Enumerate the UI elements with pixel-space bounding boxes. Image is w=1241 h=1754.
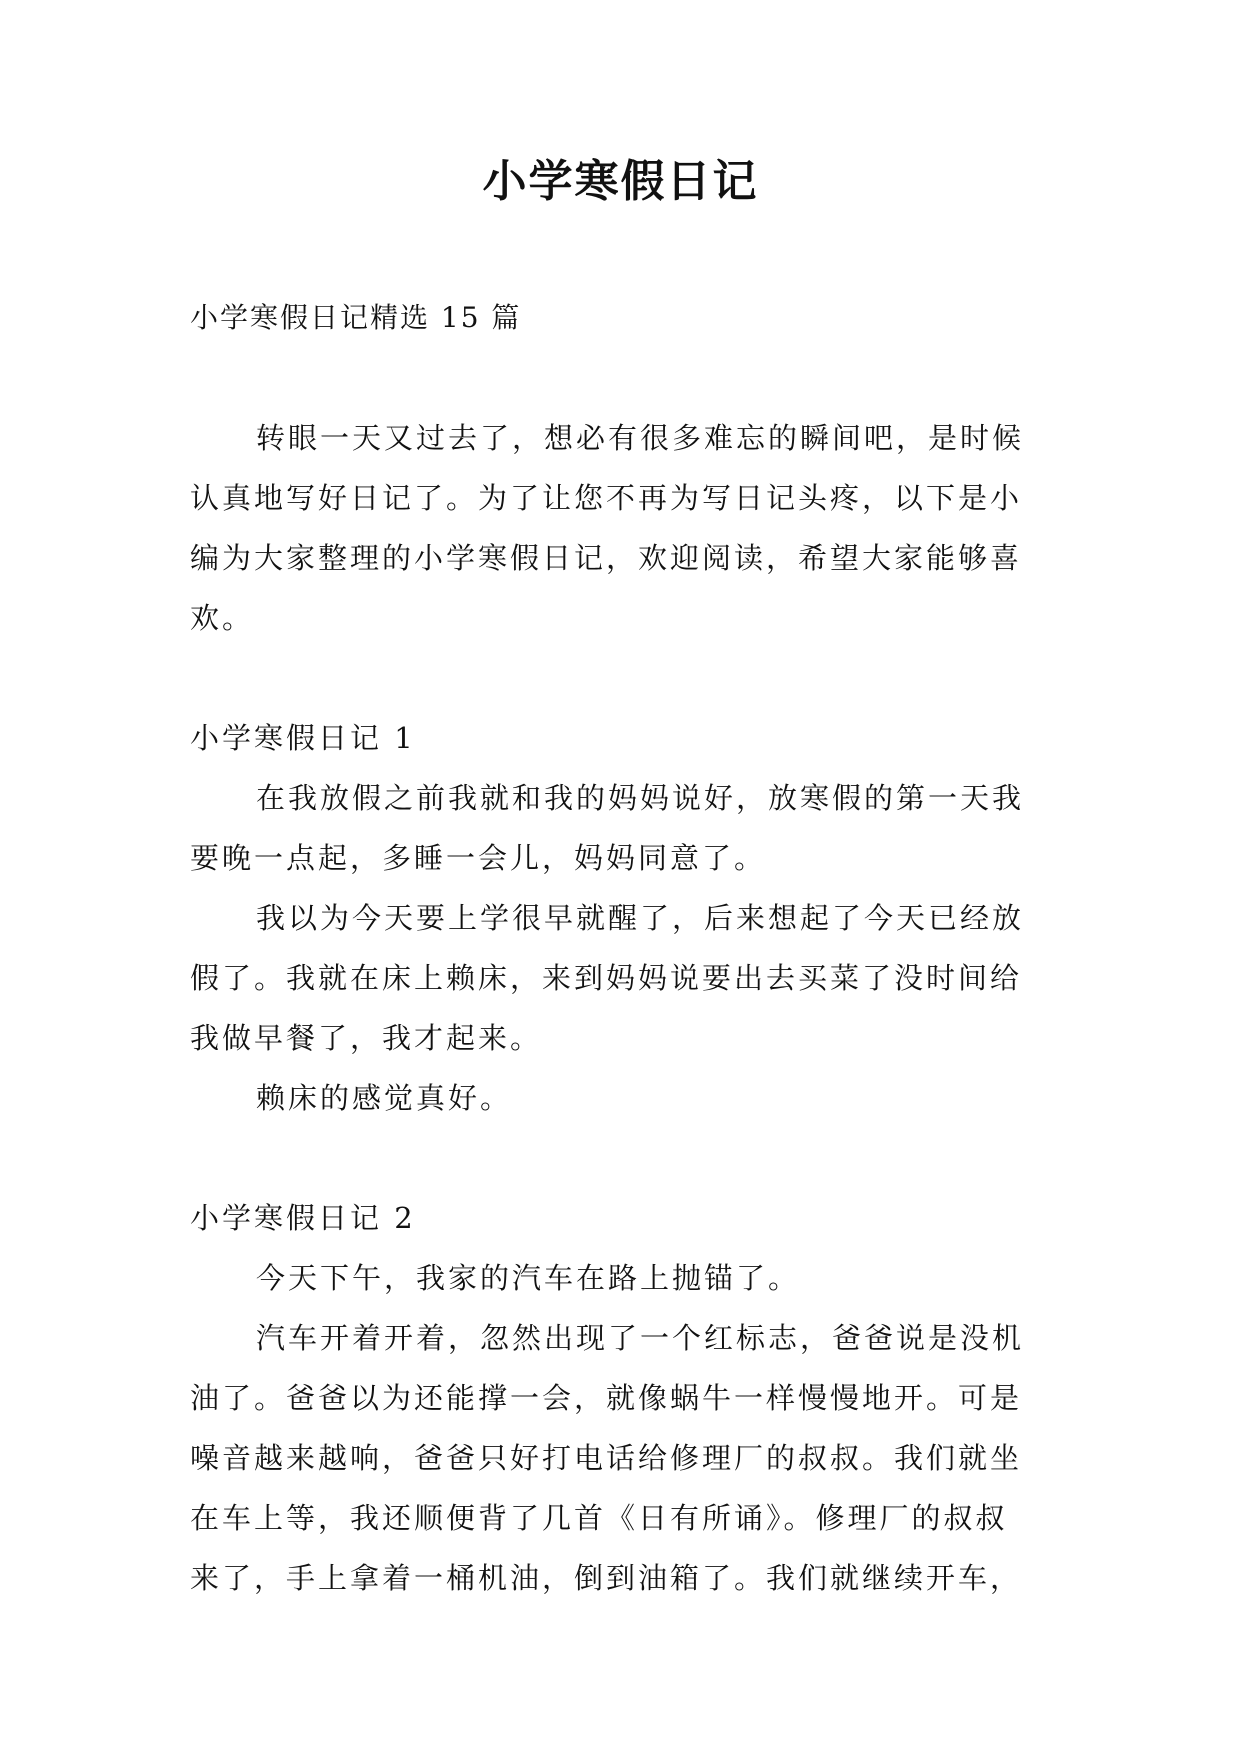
- spacer: [190, 648, 1060, 708]
- diary-entry-2: [190, 1188, 1060, 1608]
- entry-line: 要晚一点起，多睡一会儿，妈妈同意了。: [190, 841, 767, 875]
- entry-line: 我做早餐了，我才起来。: [190, 1021, 543, 1055]
- entry-line: 假了。我就在床上赖床，来到妈妈说要出去买菜了没时间给: [190, 961, 1023, 995]
- spacer: [190, 348, 1060, 408]
- document-subtitle: 小学寒假日记精选 15 篇: [190, 301, 522, 334]
- entry-line: 汽车开着开着，忽然出现了一个红标志，爸爸说是没机: [256, 1321, 1025, 1355]
- document-body: [190, 288, 1060, 1608]
- entry-line: 来了，手上拿着一桶机油，倒到油箱了。我们就继续开车，: [190, 1561, 1023, 1595]
- document-title: 小学寒假日记: [482, 156, 759, 207]
- intro-line: 编为大家整理的小学寒假日记，欢迎阅读，希望大家能够喜: [190, 541, 1023, 575]
- intro-line: 转眼一天又过去了，想必有很多难忘的瞬间吧，是时候: [256, 421, 1025, 455]
- entry-line: 在我放假之前我就和我的妈妈说好，放寒假的第一天我: [256, 781, 1025, 815]
- intro-line: 认真地写好日记了。为了让您不再为写日记头疼，以下是小: [190, 481, 1023, 515]
- entry-line: 油了。爸爸以为还能撑一会，就像蜗牛一样慢慢地开。可是: [190, 1381, 1023, 1415]
- diary-entry-1: [190, 708, 1060, 1128]
- entry-line: 噪音越来越响，爸爸只好打电话给修理厂的叔叔。我们就坐: [190, 1441, 1023, 1475]
- entry-line: 赖床的感觉真好。: [256, 1081, 513, 1115]
- intro-line: 欢。: [190, 601, 255, 635]
- intro-paragraph: [190, 408, 1060, 648]
- entry-heading: 小学寒假日记 1: [190, 721, 416, 755]
- spacer: [190, 1128, 1060, 1188]
- entry-line: 今天下午，我家的汽车在路上抛锚了。: [256, 1261, 801, 1295]
- entry-line: 在车上等，我还顺便背了几首《日有所诵》。修理厂的叔叔: [190, 1501, 1008, 1535]
- entry-line: 我以为今天要上学很早就醒了，后来想起了今天已经放: [256, 901, 1025, 935]
- entry-heading: 小学寒假日记 2: [190, 1201, 416, 1235]
